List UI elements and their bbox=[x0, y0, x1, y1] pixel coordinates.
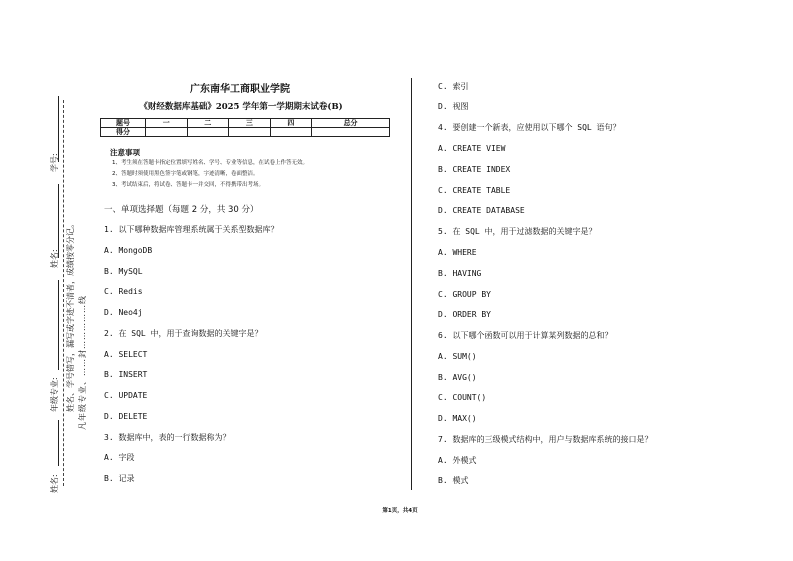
score-input-cell[interactable] bbox=[146, 128, 188, 137]
question-text: 6. 以下哪个函数可以用于计算某列数据的总和？ bbox=[438, 331, 613, 340]
question-text: 4. 要创建一个新表，应使用以下哪个 SQL 语句？ bbox=[438, 123, 621, 132]
score-table-score-row bbox=[101, 128, 390, 137]
score-table-header-row bbox=[101, 119, 390, 128]
score-input-cell[interactable] bbox=[187, 128, 229, 137]
notice-title: 注意事项 bbox=[110, 148, 140, 157]
option: B. HAVING bbox=[438, 269, 482, 278]
option: B. INSERT bbox=[104, 370, 148, 379]
question-text: 3. 数据库中，表的一行数据称为？ bbox=[104, 433, 231, 442]
option: D. DELETE bbox=[104, 412, 148, 421]
column-separator bbox=[411, 78, 412, 490]
option: A. 外模式 bbox=[438, 456, 477, 465]
question-text: 5. 在 SQL 中，用于过滤数据的关键字是？ bbox=[438, 227, 597, 236]
name-line bbox=[58, 184, 59, 258]
option: C. UPDATE bbox=[104, 391, 148, 400]
option: B. MySQL bbox=[104, 267, 143, 276]
option: D. 视图 bbox=[438, 102, 469, 111]
seal-text: 凡年级专业、……封……………线 bbox=[78, 295, 87, 430]
score-cell: 二 bbox=[187, 119, 229, 128]
student-no-label: 学号: bbox=[50, 153, 59, 172]
option: A. SUM() bbox=[438, 352, 477, 361]
option: D. ORDER BY bbox=[438, 310, 491, 319]
score-cell: 四 bbox=[270, 119, 312, 128]
notice-item: 3、考试结束后，将试卷、答题卡一并交回，不得携带出考场。 bbox=[112, 182, 265, 188]
question-text: 2. 在 SQL 中，用于查询数据的关键字是？ bbox=[104, 329, 263, 338]
option: B. CREATE INDEX bbox=[438, 165, 511, 174]
option: C. GROUP BY bbox=[438, 290, 491, 299]
option: B. AVG() bbox=[438, 373, 477, 382]
exam-title: 《财经数据库基础》2025 学年第一学期期末试卷(B) bbox=[139, 102, 343, 112]
student-no-line bbox=[58, 96, 59, 162]
option: B. 记录 bbox=[104, 474, 135, 483]
binding-dashed-line bbox=[63, 100, 64, 486]
score-input-cell[interactable] bbox=[312, 128, 390, 137]
option: A. 字段 bbox=[104, 453, 135, 462]
option: A. SELECT bbox=[104, 350, 148, 359]
score-cell: 题号 bbox=[101, 119, 146, 128]
notice-item: 2、答题时须使用黑色签字笔或钢笔，字迹清晰，卷面整洁。 bbox=[112, 171, 259, 177]
score-cell: 一 bbox=[146, 119, 188, 128]
section-title: 一、单项选择题（每题 2 分，共 30 分） bbox=[104, 205, 259, 215]
option: C. CREATE TABLE bbox=[438, 186, 511, 195]
option: C. COUNT() bbox=[438, 393, 487, 402]
option: C. 索引 bbox=[438, 82, 469, 91]
grade-major-line bbox=[58, 280, 59, 370]
notice-item: 1、考生须在答题卡指定位置填写姓名、学号、专业等信息，在试卷上作答无效。 bbox=[112, 160, 309, 166]
question-text: 7. 数据库的三级模式结构中，用户与数据库系统的接口是？ bbox=[438, 435, 653, 444]
school-name: 广东南华工商职业学院 bbox=[190, 84, 290, 95]
page-number: 第1页，共4页 bbox=[382, 508, 418, 514]
score-input-cell[interactable] bbox=[229, 128, 271, 137]
option: B. 模式 bbox=[438, 476, 469, 485]
score-table bbox=[100, 118, 390, 137]
name-label: 姓名: bbox=[50, 249, 59, 268]
score-input-cell[interactable] bbox=[270, 128, 312, 137]
name-bottom-label: 姓名: bbox=[50, 474, 59, 493]
score-cell: 三 bbox=[229, 119, 271, 128]
question-text: 1. 以下哪种数据库管理系统属于关系型数据库？ bbox=[104, 225, 279, 234]
option: C. Redis bbox=[104, 287, 143, 296]
option: A. WHERE bbox=[438, 248, 477, 257]
grade-major-label: 年级专业: bbox=[50, 377, 59, 412]
option: D. CREATE DATABASE bbox=[438, 206, 525, 215]
warning-text: 姓名、学号错写，漏写或字迹不清者，成绩按零分记。 bbox=[66, 220, 75, 412]
option: D. Neo4j bbox=[104, 308, 143, 317]
name-bottom-line bbox=[58, 420, 59, 466]
option: A. CREATE VIEW bbox=[438, 144, 506, 153]
score-cell: 得分 bbox=[101, 128, 146, 137]
option: A. MongoDB bbox=[104, 246, 153, 255]
score-cell: 总分 bbox=[312, 119, 390, 128]
option: D. MAX() bbox=[438, 414, 477, 423]
